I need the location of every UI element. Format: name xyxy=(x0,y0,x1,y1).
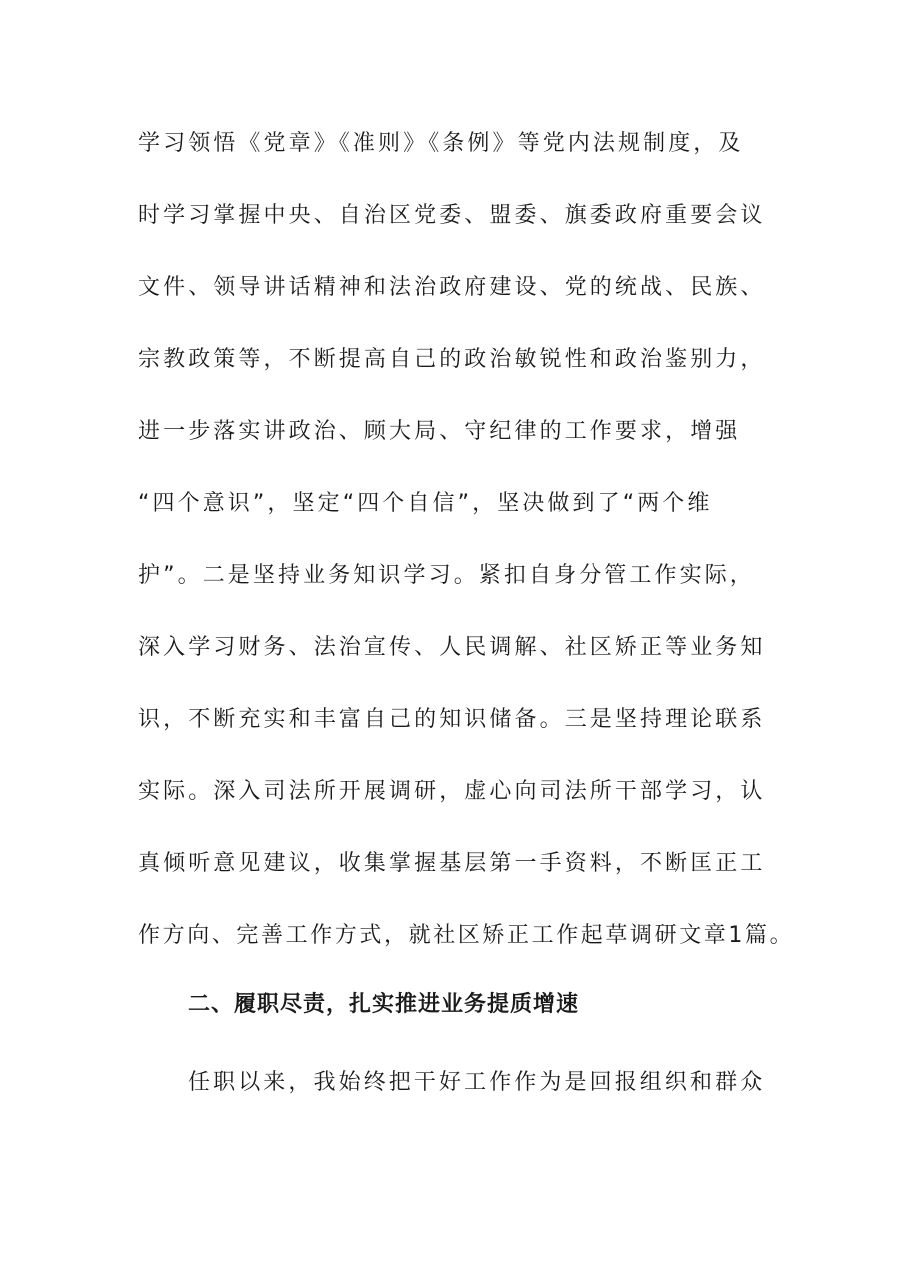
paragraph-line: 识，不断充实和丰富自己的知识储备。三是坚持理论联系 xyxy=(138,707,766,732)
paragraph-line: “四个意识”，坚定“四个自信”，坚决做到了“两个维 xyxy=(138,491,713,516)
paragraph-line: 作方向、完善工作方式，就社区矫正工作起草调研文章1篇。 xyxy=(138,923,795,948)
paragraph-line: 深入学习财务、法治宣传、人民调解、社区矫正等业务知 xyxy=(138,635,766,660)
paragraph-line: 宗教政策等，不断提高自己的政治敏锐性和政治鉴别力， xyxy=(138,347,766,372)
paragraph-line: 文件、领导讲话精神和法治政府建设、党的统战、民族、 xyxy=(138,275,766,300)
paragraph-line: 护”。二是坚持业务知识学习。紧扣自身分管工作实际， xyxy=(138,563,755,588)
paragraph-line: 真倾听意见建议，收集掌握基层第一手资料，不断匡正工 xyxy=(138,851,766,876)
paragraph-line: 时学习掌握中央、自治区党委、盟委、旗委政府重要会议 xyxy=(138,203,766,228)
paragraph-line: 学习领悟《党章》《准则》《条例》等党内法规制度，及 xyxy=(138,131,744,156)
paragraph-line: 实际。深入司法所开展调研，虚心向司法所干部学习，认 xyxy=(138,779,766,804)
section-heading: 二、履职尽责，扎实推进业务提质增速 xyxy=(188,992,580,1017)
paragraph-line: 进一步落实讲政治、顾大局、守纪律的工作要求，增强 xyxy=(138,419,741,444)
paragraph-line: 任职以来，我始终把干好工作作为是回报组织和群众 xyxy=(188,1070,766,1095)
